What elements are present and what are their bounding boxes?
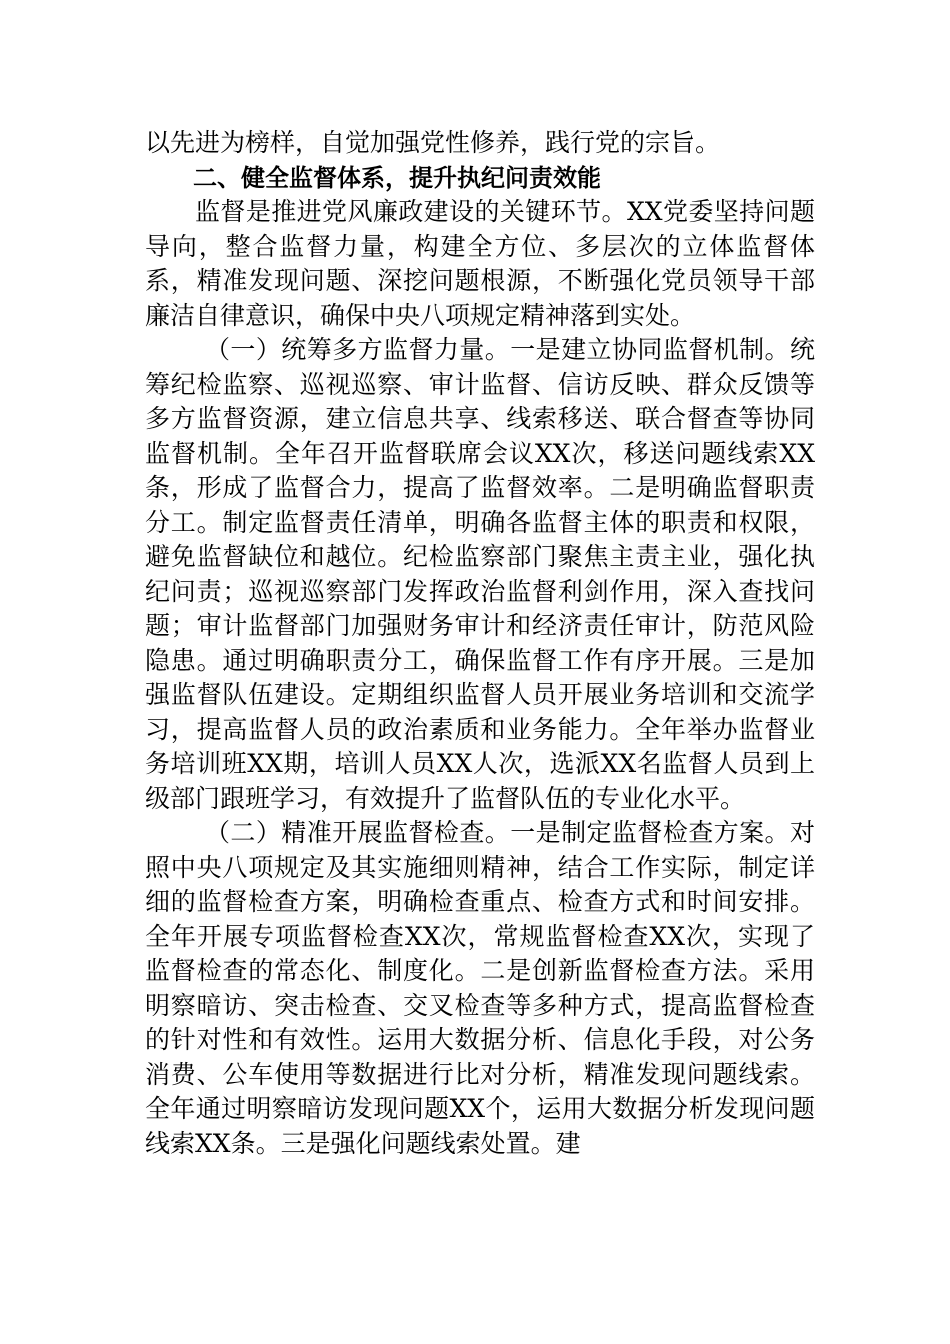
document-body — [145, 126, 815, 1161]
section-heading: 二、健全监督体系，提升执纪问责效能 — [193, 163, 601, 192]
paragraph-continuation: 以先进为榜样，自觉加强党性修养，践行党的宗旨。 — [145, 128, 721, 157]
paragraph-subsection-1: （一）统筹多方监督力量。一是建立协同监督机制。统筹纪检监察、巡视巡察、审计监督、信访反映、群众反馈等多方监督资源，建立信息共享、线索移送、联合督查等协同监督机制。全年召开监督联席会议XX次，移送问题线索XX条，形成了监督合力，提高了监督效率。二是明确监督职责分工。制定监督责任清单，明确各监督主体的职责和权限，避免监督缺位和越位。纪检监察部门聚焦主责主业，强化执纪问责；巡视巡察部门发挥政治监督利剑作用，深入查找问题；审计监督部门加强财务审计和经济责任审计，防范风险隐患。通过明确职责分工，确保监督工作有序开展。三是加强监督队伍建设。定期组织监督人员开展业务培训和交流学习，提高监督人员的政治素质和业务能力。全年举办监督业务培训班XX期，培训人员XX人次，选派XX名监督人员到上级部门跟班学习，有效提升了监督队伍的专业化水平。 — [145, 335, 815, 813]
paragraph-subsection-2: （二）精准开展监督检查。一是制定监督检查方案。对照中央八项规定及其实施细则精神，结合工作实际，制定详细的监督检查方案，明确检查重点、检查方式和时间安排。全年开展专项监督检查XX次，常规监督检查XX次，实现了监督检查的常态化、制度化。二是创新监督检查方法。采用明察暗访、突击检查、交叉检查等多种方式，提高监督检查的针对性和有效性。运用大数据分析、信息化手段，对公务消费、公车使用等数据进行比对分析，精准发现问题线索。全年通过明察暗访发现问题XX个，运用大数据分析发现问题线索XX条。三是强化问题线索处置。建 — [145, 818, 815, 1158]
paragraph-intro: 监督是推进党风廉政建设的关键环节。XX党委坚持问题导向，整合监督力量，构建全方位、多层次的立体监督体系，精准发现问题、深挖问题根源，不断强化党员领导干部廉洁自律意识，确保中央八项规定精神落到实处。 — [145, 197, 815, 330]
